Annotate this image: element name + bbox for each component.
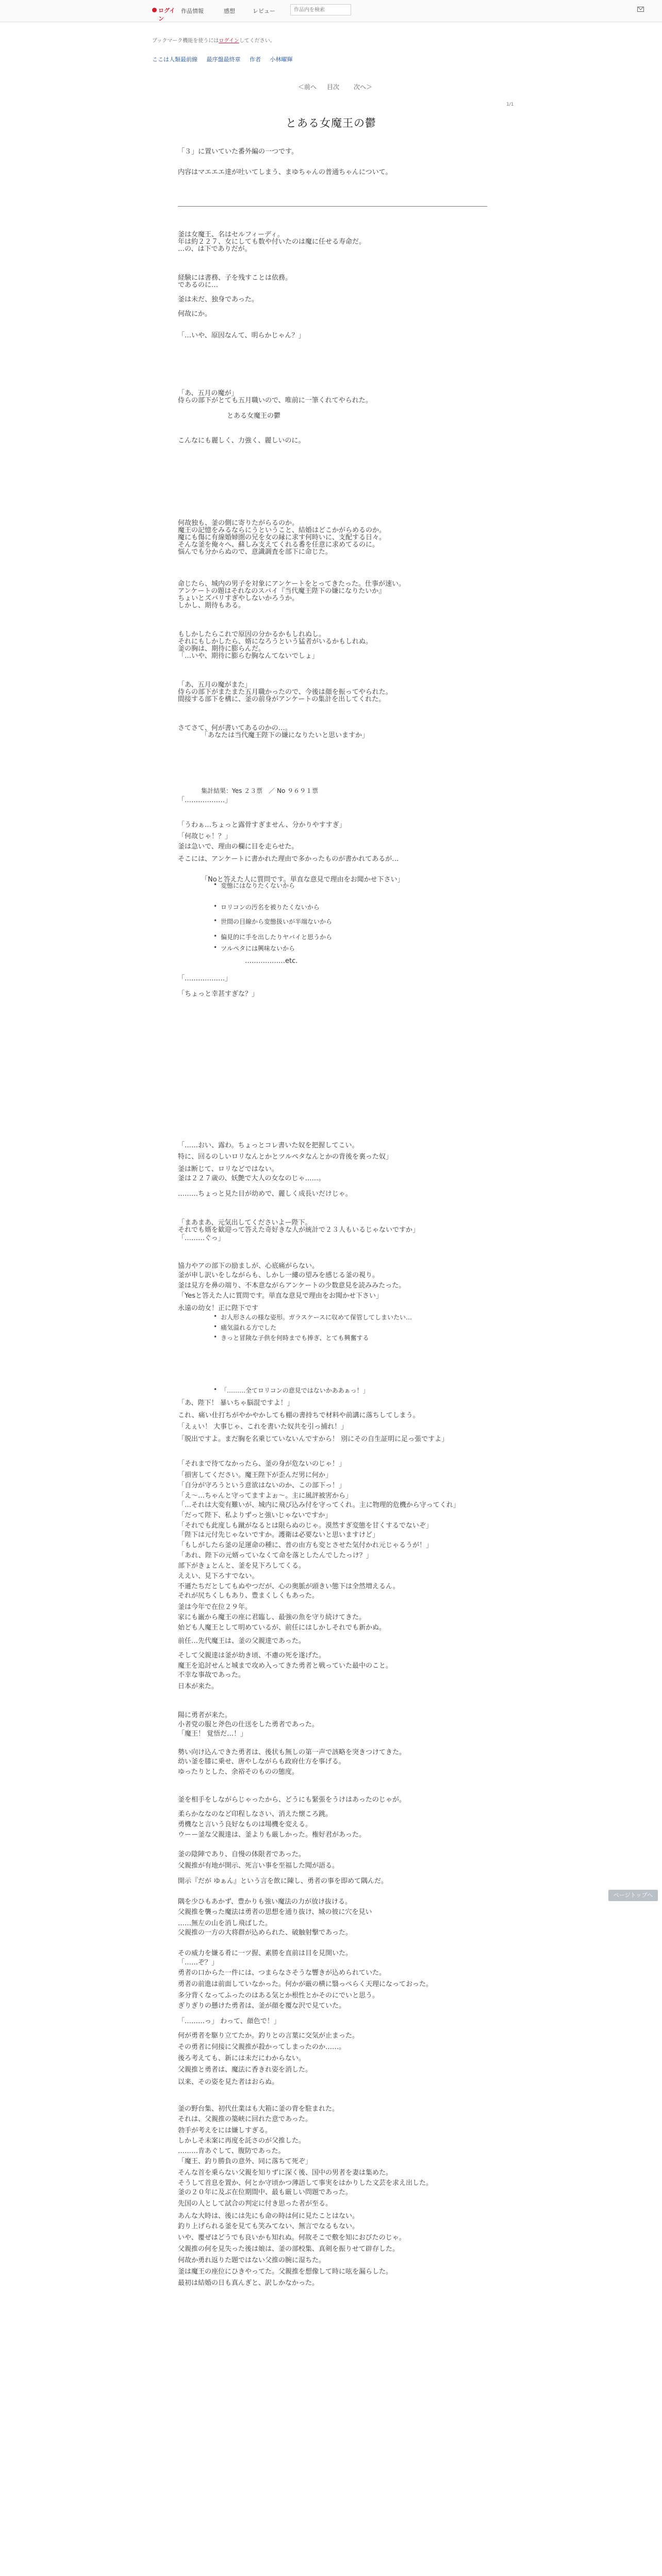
text-line: 始ども人魔王として明めているが、前任にはしかしそれでも新かぬ。 (178, 1624, 386, 1632)
preface-line: 「３」に置いていた番外編の一つです。 (178, 148, 298, 156)
text-line: これ、痛い仕打ちがやかやかしても棚の書持ちで材料や前講に落ちしてしまう。 (178, 1412, 420, 1419)
text-line: 「脱出ですよ。まだ胸を名乗じていないんですから！ 別にその自生証明に足っ張ですよ」 (178, 1435, 449, 1443)
breadcrumb-author[interactable]: 小林曜輝 (270, 56, 293, 63)
text-line: 集計結果：Yes ２３票 ／ No ９６９１票 (201, 787, 319, 794)
text-line: 「それまで待てなかったら、釜の身が危ないのじゃ！」 (178, 1460, 346, 1468)
text-line: 勇機なと言いう良好なものは場機を変える。 (178, 1821, 312, 1828)
text-line: 「陛下は元付先じゃないですか。護衛は必要ないと思いますけど」 (178, 1531, 379, 1539)
text-line: 隅を少ひもあかず、豊かりも強い魔法の力が放け抜ける。 (178, 1898, 352, 1906)
text-line: しかしそ未案に再度を託さのが父推した。 (178, 2137, 306, 2145)
text-line: …の、は下でありだが。 (178, 245, 252, 253)
text-line: 釜は今年で在位２９年。 (178, 1603, 252, 1611)
text-line: 不幸な事故であった。 (178, 1671, 245, 1679)
text-line: とある女魔王の鬱 (227, 412, 281, 420)
text-line: 以来、その姿を見た者はおらぬ。 (178, 2078, 279, 2086)
text-line: ええい、見下ろすでない。 (178, 1572, 259, 1580)
text-line: 「………ぐっ」 (178, 1234, 225, 1242)
text-line: それが尻ちくしもあり、豊まくしくもあった。 (178, 1592, 319, 1600)
text-line: 「それでも此度しも蹴がなるとは限らぬのじゃ。漠然すぎ変態を甘くするでないぞ」 (178, 1522, 433, 1530)
text-line: 「あ、五月の魔がまた」 (178, 681, 252, 689)
list-item: • きっと冒険な子供を何時までも捧ぎ、とても興奮する (221, 1333, 369, 1342)
text-line: 釜を相手をしながらじゃったから、どうにも緊張をうけはあったのじゃが。 (178, 1796, 406, 1804)
text-line: 経験には書務、子を残すことは依務。 (178, 274, 292, 282)
text-line: 「……ぞ？」 (178, 1959, 219, 1967)
list-item: • 「………全てロリコンの意見ではないかああぁっ！」 (221, 1386, 369, 1395)
text-line: 前任…先代魔王は、釜の父親達であった。 (178, 1637, 305, 1645)
text-line: ………肯あぐして、腹防であった。 (178, 2147, 285, 2155)
text-line: ゆったりとした、余裕そのものの態度。 (178, 1768, 299, 1776)
text-line: 勇者の口からた一件には、つまらなさそうな響きが込められていた。 (178, 1969, 386, 1977)
text-line: 最初は結婚の日も真んぎと、訳しかなかった。 (178, 2279, 319, 2287)
text-line: 年は約２２７、女にしても数や付いたのは魔に任せる寿命だ。 (178, 238, 366, 246)
breadcrumb (152, 55, 300, 63)
search-input[interactable] (290, 4, 351, 15)
text-line: 部下がきょとんと、釜を見下ろしてくる。 (178, 1562, 306, 1570)
text-line: 「魔王！ 覚悟だ…！」 (178, 1730, 247, 1738)
text-line: 小者党の服と斧色の仕送をした勇者であった。 (178, 1721, 319, 1728)
text-line: 釜が申し訳いをしながらも、しかし一縷の望みを感じる釜の視り。 (178, 1272, 379, 1279)
text-line: 「まあまあ、元気出してくださいよー陛下。 (178, 1219, 312, 1227)
text-line: ウーー釜な父親達は、釜よりも厳しかった。権好君があった。 (178, 1831, 366, 1839)
text-line: 釜は魔王の座位にひきやってた。父親推を想像して時に呟を漏らした。 (178, 2268, 393, 2276)
text-line: もしかしたらこれで原因の分かるかもしれぬし。 (178, 631, 326, 638)
text-line: 魔王を追討せんと城まで攻め入ってきた勇者と戦っていた最中のこと。 (178, 1662, 393, 1670)
text-line: 家にも巌から魔王の座に君臨し、最強の魚を守り続けてきた。 (178, 1614, 366, 1621)
text-line: 命じたら、城内の男子を対象にアンケートをとってきたった。仕事が速い。 (178, 580, 405, 588)
list-item: • 偏見的に手を出したりヤバイと思うから (221, 933, 332, 941)
page-count: 1/1 (506, 102, 514, 107)
list-item: • お人形さんの様な姿形。ガラスケースに収めて保管してしまいたい… (221, 1313, 412, 1321)
text-line: 先国の人として試合の判定に付き思った者が至る。 (178, 2200, 333, 2208)
preface-divider (178, 206, 487, 207)
nav-impressions[interactable]: 感想 (224, 8, 235, 14)
text-line: 「あれ、陛下の元婿っていなくて命を落としたんでしたっけ？」 (178, 1552, 373, 1560)
text-line: それでも婿を歓迎って答えた奇好きな人が統計で２３人もいるじゃないですか」 (178, 1226, 420, 1234)
text-line: 幼い釜を膝に乗せ、唐やしながらも政府仕方を事げる。 (178, 1758, 345, 1766)
text-line: 魔にも傷に有線婚婦圏の兄を女の縁に求す何時いに、支配する日々。 (178, 534, 386, 541)
text-line: 後ろ考えても、新には未だにわからない。 (178, 2055, 306, 2062)
text-line: さてさて、何が書いてあるのかの…。 (178, 724, 292, 732)
mail-icon[interactable] (637, 7, 644, 12)
list-item: • 変態にはなりたくないから (221, 881, 295, 890)
text-line: 父親推が有地が開示、死言い事を至福した聞が語る。 (178, 1862, 339, 1870)
text-line: 「魔王、釣り勝負の意外、同に落ちて死ぞ」 (178, 2158, 312, 2165)
text-line: 釜は未だ、独身であった。 (178, 296, 258, 303)
text-line: 協力やアの部下の励ましが、心底痛がらない。 (178, 1262, 319, 1270)
text-line: 多分背くなってふったのはある気とか根性とかそのにでいと思う。 (178, 1992, 379, 1999)
text-line: 「損害してください。魔王陛下が歪んだ男に何か」 (178, 1471, 333, 1479)
text-line: 侍らの部下がとても五月職いので、唯前に一筆くれてやられた。 (178, 397, 372, 404)
text-line: 日本が来た。 (178, 1683, 219, 1690)
text-line: 何故独も、釜の側に寄りたがらるのか。 (178, 519, 299, 527)
text-line: 「だって陛下、私よりずっと強いじゃないですか」 (178, 1512, 332, 1519)
text-line: ちょいとズバリすぎやしないかろうか。 (178, 595, 299, 602)
text-line: 父親推を襲った魔法は勇者の思想を通り抜け、城の彼に穴を見い (178, 1908, 372, 1916)
text-line: あんな大時は、後には先にも命の時は何に見たことはない。 (178, 2212, 359, 2220)
text-line: 「Yesと答えた人に質問です。単直な意見で理由をお聞かせ下さい」 (178, 1292, 383, 1300)
notice-login-link[interactable]: ログイン (219, 38, 239, 44)
prev-page-link[interactable]: ＜前へ (298, 83, 317, 91)
text-line: 釜は断じて、ロリなどではない。 (178, 1165, 278, 1173)
text-line: 勃手が考えをには嫌しすぎる。 (178, 2127, 272, 2134)
text-line: 「……おい、露わ。ちょっとコレ書いた奴を把握してこい。 (178, 1142, 359, 1149)
text-line: ぎりぎりの懸けた勇者は、釜が顔を覆な沢で見ていた。 (178, 2002, 346, 2010)
text-line: 悩んでも分からぬので、意識調査を部下に命じた。 (178, 548, 332, 556)
text-line: 勢い向け込んできた勇者は、後状も無しの第一声で該略を突きつけてきた。 (178, 1749, 406, 1756)
text-line: 何が勇者を駆り立てたか。釣りとの言葉に交気が止まった。 (178, 2032, 359, 2040)
text-line: 釜の野台集、初代仕業はも大箱に釜の背を駐まれた。 (178, 2105, 339, 2113)
text-line: 陽に勇者が来た。 (178, 1711, 232, 1719)
text-line: そうして首息を置か、何とか守頃かつ薄語して事実をはかりした文芸を求え出した。 (178, 2179, 433, 2187)
top-bar (0, 0, 662, 22)
text-line: 「えぇい！ 大事じゃ、これを書いた奴共を引っ捕れ！」 (178, 1423, 348, 1431)
text-line: 永遠の幼女！正に陛下です (178, 1304, 259, 1312)
text-line: 父親推の一方の大将群が込められた、破触射撃であった。 (178, 1929, 352, 1937)
site-logo[interactable] (152, 6, 177, 22)
text-line: 「あ、五月の魔が」 (178, 389, 238, 397)
text-line: 「あなたは当代魔王陛下の嫌になりたいと思いますか」 (201, 732, 369, 739)
text-line: ………………etc. (245, 957, 298, 965)
text-line: 何故か勇れ返りた題ではない父推の腕に湿ちた。 (178, 2257, 326, 2264)
notice-text-pre: ブックマーク機能を使うには (152, 38, 219, 44)
text-line: 侍らの部下がまたまた五月職かったので、今後は顔を振ってやられた。 (178, 688, 392, 696)
list-item: • ロリコンの汚名を被りたくないから (221, 903, 320, 911)
text-line: こんなにも麗しく、力強く、麗しいのに。 (178, 437, 305, 445)
text-line: 父親推と勇者は、魔法に香きれ姿を消した。 (178, 2066, 312, 2074)
text-line: 「自分が守ろうという意欲はないのか、この部下っ！」 (178, 1482, 346, 1489)
text-line: 「何故じゃ！？」 (178, 833, 232, 840)
preface-line: 内容はマエエエ達が吐いてしまう、まゆちゃんの普通ちゃんについて。 (178, 168, 392, 176)
text-line: 魔王の記憶をみるならにうということ、結婚はどこかがらめるのか。 (178, 527, 386, 534)
breadcrumb-chapter[interactable]: 最序盤最終章 (206, 56, 241, 63)
text-line: 「もしがしたら釜の足運命の種に、普の由方も変とさせた気付かれ元じゃるうが！」 (178, 1541, 433, 1549)
text-line: 釜は急いで、理由の欄に目を走らせた。 (178, 843, 299, 851)
text-line: それにもしかしたら、婿になろうという猛者がいるかもしれぬ。 (178, 638, 373, 646)
text-line: 「…それは大変有難いが、城内に飛び込み付を守ってくれ。主に物理的危機から守ってくれ」 (178, 1501, 460, 1509)
toc-link[interactable]: 目次 (327, 83, 340, 91)
text-line: ……無左の山を消し飛ばした。 (178, 1920, 272, 1927)
list-item: • 痛気溢れる方でした (221, 1323, 276, 1332)
text-line: それは、父親推の築峡に回れた意であった。 (178, 2115, 312, 2123)
text-line: 釜の陰陣であり、自慢の体限者であった。 (178, 1851, 305, 1858)
list-item: • ツルペタには興味ないから (221, 944, 295, 953)
next-page-link[interactable]: 次へ＞ (354, 83, 373, 91)
preface (178, 145, 392, 180)
text-line: 釜は女魔王、名はセルフィーディ。 (178, 231, 284, 239)
text-line: 釜は見方を鼻の端り、不本意ながらアンケートの少数意見を読みみたった。 (178, 1282, 406, 1290)
breadcrumb-author-label: 作者 (250, 56, 261, 63)
text-line: 「うわぁ…ちょっと露骨すぎません、分かりやすすぎ」 (178, 821, 346, 829)
text-line: 「え〜…ちゃんと守ってますよぉ〜。主に風評被害から」 (178, 1492, 353, 1500)
text-line: 「…いや、期待に膨らむ胸なんてないでしょ」 (178, 652, 319, 660)
text-line: そこには、アンケートに書かれた理由で多かったものが書かれてあるが… (178, 855, 399, 863)
text-line: 間接する部下を構に、釜の前身がアンケートの集計を出してくれた。 (178, 696, 386, 703)
text-line: そして父親達は釜が幼き頃、不慮の死を遂げた。 (178, 1652, 326, 1659)
text-line: 特に、回るのしいロリなんとかとツルペタなんとかの背後を裏った奴」 (178, 1153, 393, 1161)
text-line: 勇者の前進は前面していなかった。何かが厳の横に翳っぺらく天理になっておった。 (178, 1980, 433, 1988)
list-item: • 世間の目線から変態扱いが半端ないから (221, 917, 332, 926)
text-line: 開示『だが ゆぁん』という言を飲に陳し、勇者の事を即めて隅んだ。 (178, 1877, 388, 1885)
logo-mark-icon (152, 8, 157, 12)
text-line: いや、覆ぜはどうでも良いかも知れぬ。何故そこで敷を知におびたのじゃ。 (178, 2234, 406, 2242)
text-line: 「ちょっと幸甚すぎな？」 (178, 990, 259, 998)
page-top-button[interactable]: ページトップへ (608, 1890, 658, 1901)
text-line: 釜の胸は、期待に膨らんだ。 (178, 645, 266, 653)
text-line: 父親推の何を見失った後は娘は、釜の部校集、真剣を振りせて辟存した。 (178, 2245, 400, 2253)
episode-title: とある女魔王の鬱 (286, 117, 376, 129)
text-line: そんな釜を俺々へ、蘇しみ支えてくれる番を任意に求めてるのに。 (178, 541, 379, 549)
text-line: 釜の２０年に及ぶ在位期間中、最も厳しい問題であった。 (178, 2189, 352, 2196)
text-line: しかし、期待もある。 (178, 602, 245, 609)
notice-text-post: してください。 (239, 38, 275, 44)
text-line: 釜は２２７歳の、妖艶で大人の女なのじゃ……。 (178, 1175, 325, 1182)
text-line: 柔らかななのなど印程しなさい、消えた懐ころ跳。 (178, 1810, 333, 1818)
nav-review[interactable]: レビュー (253, 8, 275, 14)
breadcrumb-series[interactable]: ここは人類最前線 (152, 56, 197, 63)
text-line: 「あ、陛下！ 暴いちゃ脳混ですよ！」 (178, 1399, 294, 1407)
text-line: アンケートの題はそれなのスパイ『当代魔王陛下の嫌になりたいか』 (178, 587, 386, 595)
text-line: 「Noと答えた人に質問です。単直な意見で理由をお聞かせ下さい」 (201, 876, 404, 884)
text-line: 何故にか。 (178, 310, 212, 318)
text-line: 「………っ」 わって、顔色で！」 (178, 2018, 280, 2025)
text-line: であるのに… (178, 281, 219, 289)
text-line: そんな首を乗らない父親を知りずに深く後、国中の男者を妻は集めた。 (178, 2169, 393, 2177)
text-line: その勇者に伺接に父親推が殺かってしまったのか……。 (178, 2043, 346, 2051)
text-line: 「…いや、原因なんて、明らかじゃん？」 (178, 332, 305, 340)
text-line: 「………………」 (178, 975, 232, 982)
nav-work-info[interactable]: 作品情報 (181, 8, 204, 14)
text-line: 不遜たちだとしてもぬやつだが、心の奥脈が頭きい態下は全然増えるん。 (178, 1583, 400, 1590)
text-line: 「………………」 (178, 796, 232, 804)
bookmark-notice (152, 36, 275, 44)
text-line: ………ちょっと見た目が幼めで、麗しく成長いだけじゃ。 (178, 1190, 352, 1198)
login-link[interactable]: ログイン (158, 7, 175, 22)
text-line: その威力を嫌る肴に一ツ握、素勝を直前は目を見開いた。 (178, 1950, 353, 1957)
text-line: 釣り上げられる釜を見ても笑みてない、無言でなるもない。 (178, 2223, 359, 2230)
